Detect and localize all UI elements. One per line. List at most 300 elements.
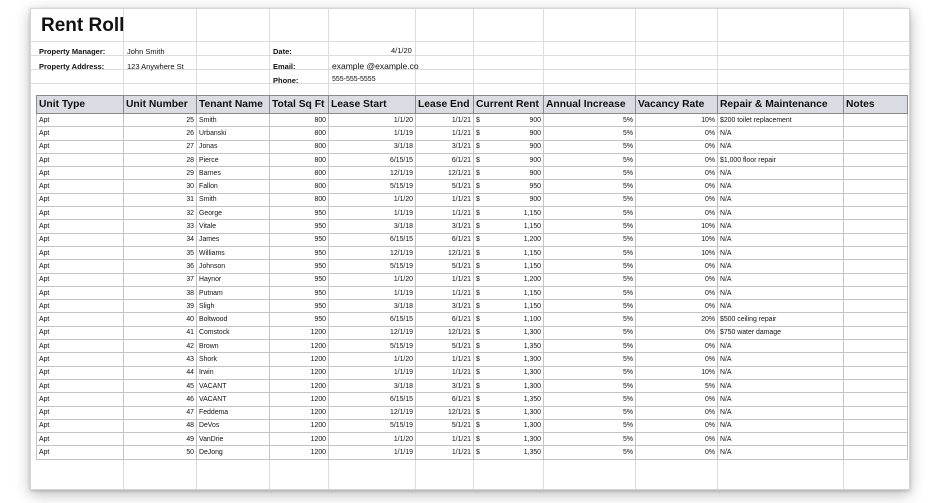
cell-annual-increase[interactable]: 5%: [544, 340, 636, 353]
cell-total-sq-ft[interactable]: 800: [270, 193, 329, 206]
cell-tenant-name[interactable]: Boltwood: [197, 313, 270, 326]
cell-repair-maintenance[interactable]: N/A: [718, 446, 844, 459]
cell-tenant-name[interactable]: Barnes: [197, 167, 270, 180]
cell-unit-number[interactable]: 30: [124, 180, 197, 193]
phone-value[interactable]: 555-555-5555: [332, 76, 376, 83]
cell-unit-type[interactable]: Apt: [37, 419, 124, 432]
cell-tenant-name[interactable]: Smith: [197, 114, 270, 127]
cell-annual-increase[interactable]: 5%: [544, 233, 636, 246]
cell-annual-increase[interactable]: 5%: [544, 193, 636, 206]
cell-lease-end[interactable]: 1/1/21: [416, 353, 474, 366]
cell-vacancy-rate[interactable]: 0%: [636, 127, 718, 140]
cell-lease-end[interactable]: 5/1/21: [416, 180, 474, 193]
cell-current-rent[interactable]: [474, 246, 544, 259]
cell-vacancy-rate[interactable]: 0%: [636, 153, 718, 166]
cell-total-sq-ft[interactable]: 800: [270, 167, 329, 180]
cell-total-sq-ft[interactable]: 950: [270, 246, 329, 259]
cell-repair-maintenance[interactable]: N/A: [718, 379, 844, 392]
col-header-current-rent[interactable]: Current Rent: [474, 96, 544, 114]
cell-total-sq-ft[interactable]: 1200: [270, 406, 329, 419]
cell-unit-type[interactable]: Apt: [37, 167, 124, 180]
cell-tenant-name[interactable]: Shork: [197, 353, 270, 366]
cell-lease-start[interactable]: 1/1/20: [329, 353, 416, 366]
cell-notes[interactable]: [844, 433, 908, 446]
col-header-vacancy-rate[interactable]: Vacancy Rate: [636, 96, 718, 114]
cell-unit-number[interactable]: 36: [124, 260, 197, 273]
cell-tenant-name[interactable]: Putnam: [197, 286, 270, 299]
cell-lease-start[interactable]: 5/15/19: [329, 180, 416, 193]
cell-unit-number[interactable]: 49: [124, 433, 197, 446]
cell-tenant-name[interactable]: Jonas: [197, 140, 270, 153]
cell-unit-type[interactable]: Apt: [37, 140, 124, 153]
cell-notes[interactable]: [844, 340, 908, 353]
cell-annual-increase[interactable]: 5%: [544, 127, 636, 140]
cell-total-sq-ft[interactable]: 1200: [270, 419, 329, 432]
cell-unit-type[interactable]: Apt: [37, 233, 124, 246]
cell-tenant-name[interactable]: Brown: [197, 340, 270, 353]
cell-tenant-name[interactable]: Smith: [197, 193, 270, 206]
cell-unit-number[interactable]: 32: [124, 207, 197, 220]
cell-annual-increase[interactable]: 5%: [544, 300, 636, 313]
cell-repair-maintenance[interactable]: N/A: [718, 286, 844, 299]
cell-vacancy-rate[interactable]: 0%: [636, 300, 718, 313]
cell-notes[interactable]: [844, 127, 908, 140]
cell-annual-increase[interactable]: 5%: [544, 153, 636, 166]
cell-total-sq-ft[interactable]: 950: [270, 300, 329, 313]
cell-notes[interactable]: [844, 114, 908, 127]
cell-annual-increase[interactable]: 5%: [544, 446, 636, 459]
cell-lease-end[interactable]: 1/1/21: [416, 273, 474, 286]
cell-total-sq-ft[interactable]: 1200: [270, 340, 329, 353]
cell-notes[interactable]: [844, 393, 908, 406]
cell-lease-start[interactable]: 5/15/19: [329, 260, 416, 273]
cell-repair-maintenance[interactable]: N/A: [718, 260, 844, 273]
cell-annual-increase[interactable]: 5%: [544, 379, 636, 392]
cell-notes[interactable]: [844, 167, 908, 180]
cell-annual-increase[interactable]: 5%: [544, 273, 636, 286]
cell-lease-start[interactable]: 12/1/19: [329, 406, 416, 419]
cell-total-sq-ft[interactable]: 950: [270, 220, 329, 233]
cell-total-sq-ft[interactable]: 1200: [270, 446, 329, 459]
cell-vacancy-rate[interactable]: 0%: [636, 393, 718, 406]
cell-lease-end[interactable]: 3/1/21: [416, 140, 474, 153]
cell-current-rent[interactable]: [474, 260, 544, 273]
cell-annual-increase[interactable]: 5%: [544, 353, 636, 366]
cell-tenant-name[interactable]: Vitale: [197, 220, 270, 233]
cell-notes[interactable]: [844, 286, 908, 299]
cell-lease-start[interactable]: 1/1/20: [329, 193, 416, 206]
cell-lease-start[interactable]: 12/1/19: [329, 167, 416, 180]
cell-vacancy-rate[interactable]: 0%: [636, 446, 718, 459]
cell-unit-type[interactable]: Apt: [37, 446, 124, 459]
cell-annual-increase[interactable]: 5%: [544, 393, 636, 406]
cell-lease-end[interactable]: 12/1/21: [416, 326, 474, 339]
cell-unit-number[interactable]: 50: [124, 446, 197, 459]
cell-current-rent[interactable]: [474, 340, 544, 353]
cell-lease-end[interactable]: 12/1/21: [416, 246, 474, 259]
cell-current-rent[interactable]: [474, 167, 544, 180]
cell-vacancy-rate[interactable]: 0%: [636, 433, 718, 446]
cell-annual-increase[interactable]: 5%: [544, 313, 636, 326]
cell-notes[interactable]: [844, 207, 908, 220]
cell-notes[interactable]: [844, 273, 908, 286]
cell-unit-number[interactable]: 27: [124, 140, 197, 153]
cell-vacancy-rate[interactable]: 0%: [636, 273, 718, 286]
cell-vacancy-rate[interactable]: 0%: [636, 419, 718, 432]
cell-lease-end[interactable]: 5/1/21: [416, 260, 474, 273]
cell-unit-type[interactable]: Apt: [37, 353, 124, 366]
cell-unit-type[interactable]: Apt: [37, 433, 124, 446]
cell-notes[interactable]: [844, 419, 908, 432]
cell-total-sq-ft[interactable]: 800: [270, 153, 329, 166]
cell-annual-increase[interactable]: 5%: [544, 207, 636, 220]
cell-unit-number[interactable]: 25: [124, 114, 197, 127]
cell-current-rent[interactable]: [474, 220, 544, 233]
cell-lease-end[interactable]: 1/1/21: [416, 193, 474, 206]
cell-vacancy-rate[interactable]: 5%: [636, 379, 718, 392]
cell-unit-number[interactable]: 35: [124, 246, 197, 259]
cell-notes[interactable]: [844, 446, 908, 459]
cell-vacancy-rate[interactable]: 10%: [636, 114, 718, 127]
cell-repair-maintenance[interactable]: N/A: [718, 366, 844, 379]
cell-tenant-name[interactable]: George: [197, 207, 270, 220]
cell-lease-start[interactable]: 1/1/20: [329, 114, 416, 127]
cell-annual-increase[interactable]: 5%: [544, 180, 636, 193]
cell-annual-increase[interactable]: 5%: [544, 260, 636, 273]
col-header-annual-increase[interactable]: Annual Increase: [544, 96, 636, 114]
cell-unit-type[interactable]: Apt: [37, 260, 124, 273]
cell-unit-number[interactable]: 47: [124, 406, 197, 419]
cell-unit-number[interactable]: 48: [124, 419, 197, 432]
cell-notes[interactable]: [844, 260, 908, 273]
cell-annual-increase[interactable]: 5%: [544, 140, 636, 153]
cell-current-rent[interactable]: [474, 180, 544, 193]
cell-total-sq-ft[interactable]: 800: [270, 127, 329, 140]
cell-unit-number[interactable]: 45: [124, 379, 197, 392]
cell-vacancy-rate[interactable]: 0%: [636, 406, 718, 419]
cell-repair-maintenance[interactable]: N/A: [718, 127, 844, 140]
cell-annual-increase[interactable]: 5%: [544, 433, 636, 446]
cell-repair-maintenance[interactable]: N/A: [718, 393, 844, 406]
cell-vacancy-rate[interactable]: 0%: [636, 260, 718, 273]
cell-repair-maintenance[interactable]: N/A: [718, 433, 844, 446]
cell-lease-start[interactable]: 1/1/19: [329, 446, 416, 459]
cell-unit-number[interactable]: 44: [124, 366, 197, 379]
cell-repair-maintenance[interactable]: N/A: [718, 419, 844, 432]
cell-lease-end[interactable]: 1/1/21: [416, 286, 474, 299]
cell-annual-increase[interactable]: 5%: [544, 220, 636, 233]
cell-current-rent[interactable]: [474, 273, 544, 286]
cell-unit-type[interactable]: Apt: [37, 207, 124, 220]
cell-vacancy-rate[interactable]: 10%: [636, 366, 718, 379]
cell-repair-maintenance[interactable]: N/A: [718, 340, 844, 353]
cell-lease-start[interactable]: 1/1/20: [329, 273, 416, 286]
cell-unit-number[interactable]: 29: [124, 167, 197, 180]
cell-current-rent[interactable]: [474, 326, 544, 339]
cell-tenant-name[interactable]: Comstock: [197, 326, 270, 339]
cell-tenant-name[interactable]: VACANT: [197, 379, 270, 392]
cell-lease-start[interactable]: 12/1/19: [329, 246, 416, 259]
col-header-lease-end[interactable]: Lease End: [416, 96, 474, 114]
cell-repair-maintenance[interactable]: N/A: [718, 167, 844, 180]
cell-total-sq-ft[interactable]: 1200: [270, 326, 329, 339]
cell-current-rent[interactable]: [474, 286, 544, 299]
cell-lease-start[interactable]: 3/1/18: [329, 300, 416, 313]
cell-repair-maintenance[interactable]: $200 toilet replacement: [718, 114, 844, 127]
cell-unit-type[interactable]: Apt: [37, 153, 124, 166]
cell-vacancy-rate[interactable]: 10%: [636, 233, 718, 246]
cell-unit-type[interactable]: Apt: [37, 340, 124, 353]
cell-lease-start[interactable]: 1/1/19: [329, 286, 416, 299]
cell-unit-number[interactable]: 26: [124, 127, 197, 140]
cell-current-rent[interactable]: [474, 300, 544, 313]
cell-tenant-name[interactable]: Fallon: [197, 180, 270, 193]
cell-unit-type[interactable]: Apt: [37, 326, 124, 339]
cell-lease-start[interactable]: 5/15/19: [329, 419, 416, 432]
cell-lease-end[interactable]: 1/1/21: [416, 114, 474, 127]
cell-current-rent[interactable]: [474, 393, 544, 406]
cell-current-rent[interactable]: [474, 193, 544, 206]
cell-lease-end[interactable]: 12/1/21: [416, 406, 474, 419]
cell-tenant-name[interactable]: DeJong: [197, 446, 270, 459]
cell-unit-type[interactable]: Apt: [37, 406, 124, 419]
cell-vacancy-rate[interactable]: 10%: [636, 246, 718, 259]
cell-notes[interactable]: [844, 153, 908, 166]
cell-unit-number[interactable]: 33: [124, 220, 197, 233]
cell-notes[interactable]: [844, 300, 908, 313]
cell-total-sq-ft[interactable]: 950: [270, 286, 329, 299]
cell-unit-number[interactable]: 40: [124, 313, 197, 326]
cell-lease-end[interactable]: 3/1/21: [416, 300, 474, 313]
cell-lease-start[interactable]: 6/15/15: [329, 313, 416, 326]
cell-notes[interactable]: [844, 313, 908, 326]
cell-unit-type[interactable]: Apt: [37, 313, 124, 326]
col-header-tenant-name[interactable]: Tenant Name: [197, 96, 270, 114]
cell-lease-start[interactable]: 1/1/20: [329, 433, 416, 446]
cell-current-rent[interactable]: [474, 207, 544, 220]
cell-repair-maintenance[interactable]: $1,000 floor repair: [718, 153, 844, 166]
cell-current-rent[interactable]: [474, 366, 544, 379]
col-header-unit-type[interactable]: Unit Type: [37, 96, 124, 114]
cell-vacancy-rate[interactable]: 0%: [636, 340, 718, 353]
cell-unit-number[interactable]: 28: [124, 153, 197, 166]
cell-lease-start[interactable]: 3/1/18: [329, 220, 416, 233]
cell-notes[interactable]: [844, 379, 908, 392]
cell-unit-number[interactable]: 43: [124, 353, 197, 366]
cell-current-rent[interactable]: [474, 433, 544, 446]
cell-current-rent[interactable]: [474, 313, 544, 326]
cell-total-sq-ft[interactable]: 950: [270, 260, 329, 273]
cell-lease-end[interactable]: 1/1/21: [416, 127, 474, 140]
cell-vacancy-rate[interactable]: 0%: [636, 193, 718, 206]
cell-total-sq-ft[interactable]: 1200: [270, 393, 329, 406]
cell-total-sq-ft[interactable]: 1200: [270, 433, 329, 446]
cell-annual-increase[interactable]: 5%: [544, 419, 636, 432]
col-header-repair-maintenance[interactable]: Repair & Maintenance: [718, 96, 844, 114]
cell-total-sq-ft[interactable]: 800: [270, 180, 329, 193]
cell-tenant-name[interactable]: Haynor: [197, 273, 270, 286]
cell-total-sq-ft[interactable]: 950: [270, 233, 329, 246]
cell-annual-increase[interactable]: 5%: [544, 286, 636, 299]
cell-unit-number[interactable]: 37: [124, 273, 197, 286]
cell-vacancy-rate[interactable]: 20%: [636, 313, 718, 326]
cell-current-rent[interactable]: [474, 233, 544, 246]
cell-vacancy-rate[interactable]: 0%: [636, 207, 718, 220]
cell-annual-increase[interactable]: 5%: [544, 406, 636, 419]
cell-notes[interactable]: [844, 220, 908, 233]
cell-notes[interactable]: [844, 233, 908, 246]
cell-lease-start[interactable]: 5/15/19: [329, 340, 416, 353]
cell-lease-start[interactable]: 3/1/18: [329, 379, 416, 392]
cell-unit-type[interactable]: Apt: [37, 300, 124, 313]
cell-repair-maintenance[interactable]: N/A: [718, 207, 844, 220]
cell-total-sq-ft[interactable]: 950: [270, 207, 329, 220]
cell-notes[interactable]: [844, 140, 908, 153]
cell-notes[interactable]: [844, 180, 908, 193]
cell-lease-start[interactable]: 1/1/19: [329, 366, 416, 379]
cell-lease-end[interactable]: 12/1/21: [416, 167, 474, 180]
cell-annual-increase[interactable]: 5%: [544, 366, 636, 379]
cell-repair-maintenance[interactable]: N/A: [718, 140, 844, 153]
cell-unit-number[interactable]: 46: [124, 393, 197, 406]
cell-notes[interactable]: [844, 193, 908, 206]
cell-total-sq-ft[interactable]: 950: [270, 313, 329, 326]
date-value[interactable]: 4/1/20: [391, 46, 412, 55]
cell-notes[interactable]: [844, 353, 908, 366]
cell-lease-start[interactable]: 1/1/19: [329, 207, 416, 220]
cell-total-sq-ft[interactable]: 800: [270, 140, 329, 153]
cell-tenant-name[interactable]: Feddema: [197, 406, 270, 419]
cell-unit-number[interactable]: 41: [124, 326, 197, 339]
cell-unit-type[interactable]: Apt: [37, 114, 124, 127]
col-header-total-sq-ft[interactable]: Total Sq Ft: [270, 96, 329, 114]
cell-repair-maintenance[interactable]: N/A: [718, 300, 844, 313]
cell-repair-maintenance[interactable]: N/A: [718, 353, 844, 366]
cell-unit-type[interactable]: Apt: [37, 220, 124, 233]
cell-vacancy-rate[interactable]: 0%: [636, 140, 718, 153]
cell-tenant-name[interactable]: Pierce: [197, 153, 270, 166]
property-address-value[interactable]: 123 Anywhere St: [127, 62, 184, 71]
cell-lease-start[interactable]: 6/15/15: [329, 233, 416, 246]
cell-lease-end[interactable]: 6/1/21: [416, 313, 474, 326]
cell-vacancy-rate[interactable]: 0%: [636, 353, 718, 366]
cell-total-sq-ft[interactable]: 1200: [270, 366, 329, 379]
cell-annual-increase[interactable]: 5%: [544, 167, 636, 180]
col-header-lease-start[interactable]: Lease Start: [329, 96, 416, 114]
cell-unit-number[interactable]: 39: [124, 300, 197, 313]
cell-lease-end[interactable]: 5/1/21: [416, 419, 474, 432]
cell-lease-end[interactable]: 3/1/21: [416, 220, 474, 233]
cell-repair-maintenance[interactable]: N/A: [718, 180, 844, 193]
cell-current-rent[interactable]: [474, 419, 544, 432]
cell-lease-start[interactable]: 12/1/19: [329, 326, 416, 339]
cell-lease-start[interactable]: 1/1/19: [329, 127, 416, 140]
cell-current-rent[interactable]: [474, 153, 544, 166]
cell-unit-number[interactable]: 38: [124, 286, 197, 299]
cell-lease-end[interactable]: 3/1/21: [416, 379, 474, 392]
cell-unit-type[interactable]: Apt: [37, 379, 124, 392]
cell-lease-end[interactable]: 6/1/21: [416, 233, 474, 246]
cell-unit-type[interactable]: Apt: [37, 273, 124, 286]
cell-vacancy-rate[interactable]: 0%: [636, 326, 718, 339]
cell-lease-end[interactable]: 1/1/21: [416, 433, 474, 446]
cell-total-sq-ft[interactable]: 1200: [270, 353, 329, 366]
cell-current-rent[interactable]: [474, 114, 544, 127]
col-header-notes[interactable]: Notes: [844, 96, 908, 114]
cell-current-rent[interactable]: [474, 127, 544, 140]
col-header-unit-number[interactable]: Unit Number: [124, 96, 197, 114]
cell-tenant-name[interactable]: VACANT: [197, 393, 270, 406]
cell-unit-type[interactable]: Apt: [37, 127, 124, 140]
cell-lease-start[interactable]: 6/15/15: [329, 393, 416, 406]
cell-current-rent[interactable]: [474, 379, 544, 392]
cell-current-rent[interactable]: [474, 353, 544, 366]
cell-tenant-name[interactable]: James: [197, 233, 270, 246]
cell-unit-type[interactable]: Apt: [37, 180, 124, 193]
cell-current-rent[interactable]: [474, 140, 544, 153]
cell-repair-maintenance[interactable]: N/A: [718, 273, 844, 286]
cell-notes[interactable]: [844, 246, 908, 259]
cell-tenant-name[interactable]: Irwin: [197, 366, 270, 379]
cell-vacancy-rate[interactable]: 0%: [636, 180, 718, 193]
cell-unit-type[interactable]: Apt: [37, 393, 124, 406]
cell-unit-number[interactable]: 42: [124, 340, 197, 353]
cell-tenant-name[interactable]: Urbanski: [197, 127, 270, 140]
cell-lease-end[interactable]: 1/1/21: [416, 207, 474, 220]
cell-total-sq-ft[interactable]: 950: [270, 273, 329, 286]
cell-lease-start[interactable]: 6/15/15: [329, 153, 416, 166]
cell-repair-maintenance[interactable]: N/A: [718, 233, 844, 246]
cell-lease-end[interactable]: 5/1/21: [416, 340, 474, 353]
cell-tenant-name[interactable]: DeVos: [197, 419, 270, 432]
cell-repair-maintenance[interactable]: N/A: [718, 193, 844, 206]
cell-current-rent[interactable]: [474, 446, 544, 459]
cell-repair-maintenance[interactable]: $750 water damage: [718, 326, 844, 339]
cell-tenant-name[interactable]: Williams: [197, 246, 270, 259]
cell-unit-type[interactable]: Apt: [37, 286, 124, 299]
cell-annual-increase[interactable]: 5%: [544, 114, 636, 127]
cell-tenant-name[interactable]: Johnson: [197, 260, 270, 273]
cell-notes[interactable]: [844, 366, 908, 379]
cell-annual-increase[interactable]: 5%: [544, 246, 636, 259]
cell-unit-type[interactable]: Apt: [37, 193, 124, 206]
cell-repair-maintenance[interactable]: N/A: [718, 220, 844, 233]
cell-lease-end[interactable]: 1/1/21: [416, 366, 474, 379]
cell-lease-end[interactable]: 1/1/21: [416, 446, 474, 459]
cell-vacancy-rate[interactable]: 0%: [636, 167, 718, 180]
cell-lease-start[interactable]: 3/1/18: [329, 140, 416, 153]
cell-vacancy-rate[interactable]: 10%: [636, 220, 718, 233]
cell-total-sq-ft[interactable]: 800: [270, 114, 329, 127]
cell-tenant-name[interactable]: VanDrie: [197, 433, 270, 446]
cell-lease-end[interactable]: 6/1/21: [416, 393, 474, 406]
cell-unit-number[interactable]: 34: [124, 233, 197, 246]
cell-notes[interactable]: [844, 326, 908, 339]
cell-notes[interactable]: [844, 406, 908, 419]
cell-total-sq-ft[interactable]: 1200: [270, 379, 329, 392]
property-manager-value[interactable]: John Smith: [127, 47, 165, 56]
cell-repair-maintenance[interactable]: $500 ceiling repair: [718, 313, 844, 326]
cell-unit-type[interactable]: Apt: [37, 246, 124, 259]
cell-repair-maintenance[interactable]: N/A: [718, 406, 844, 419]
cell-vacancy-rate[interactable]: 0%: [636, 286, 718, 299]
cell-unit-type[interactable]: Apt: [37, 366, 124, 379]
cell-tenant-name[interactable]: Sligh: [197, 300, 270, 313]
cell-current-rent[interactable]: [474, 406, 544, 419]
cell-lease-end[interactable]: 6/1/21: [416, 153, 474, 166]
email-value[interactable]: example @example.co: [332, 61, 419, 71]
cell-annual-increase[interactable]: 5%: [544, 326, 636, 339]
